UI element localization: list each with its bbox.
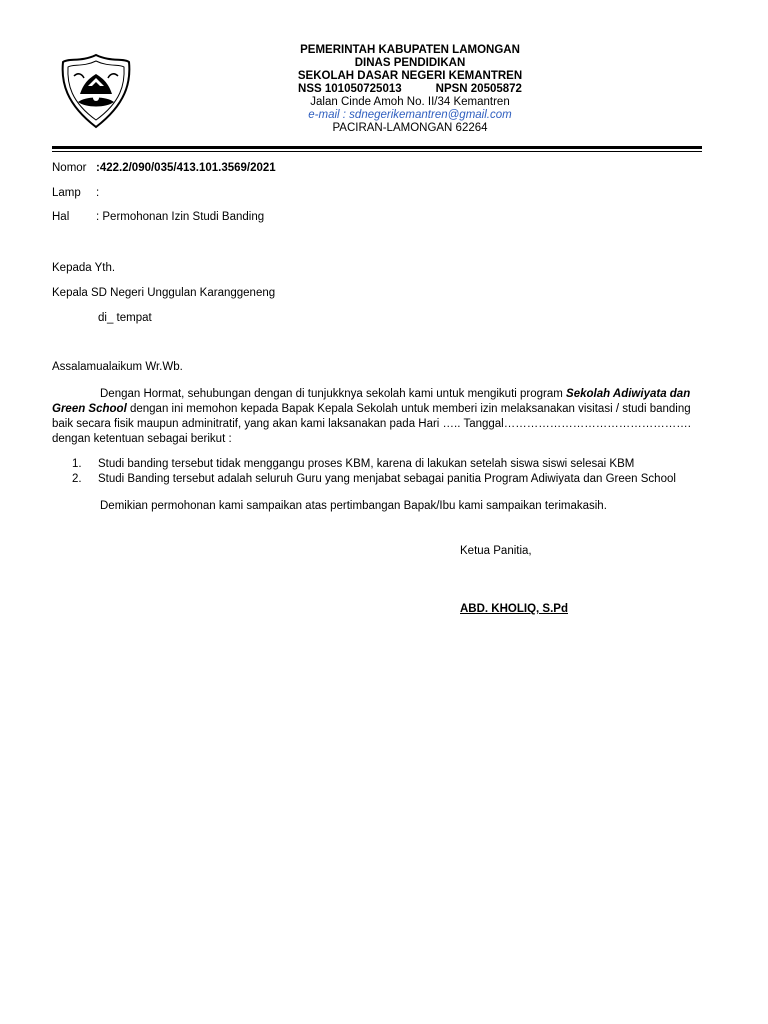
- conditions-list: [72, 457, 676, 487]
- list-item-number: 2.: [72, 473, 82, 485]
- signature-name: ABD. KHOLIQ, S.Pd: [460, 603, 568, 615]
- npsn-number: NPSN 20505872: [435, 83, 522, 95]
- nss-number: NSS 101050725013: [298, 83, 402, 95]
- lamp-value: :: [96, 187, 100, 199]
- letterhead-email[interactable]: e-mail : sdnegerikemantren@gmail.com: [308, 109, 512, 121]
- nomor-label: Nomor: [52, 162, 87, 174]
- letterhead-department: DINAS PENDIDIKAN: [354, 57, 466, 69]
- list-item-number: 1.: [72, 458, 82, 470]
- closing-sentence: Demikian permohonan kami sampaikan atas pertimbangan Bapak/Ibu kami sampaikan terimakasih.: [100, 500, 607, 512]
- salutation: Assalamualaikum Wr.Wb.: [52, 361, 183, 373]
- list-item: [72, 457, 676, 472]
- program-name: Sekolah Adiwiyata dan Green School: [52, 388, 691, 415]
- list-item-text: Studi banding tersebut tidak menggangu proses KBM, karena di lakukan setelah siswa siswi selesai KBM: [98, 458, 635, 470]
- hal-label: Hal: [52, 211, 70, 223]
- list-item-text: Studi Banding tersebut adalah seluruh Guru yang menjabat sebagai panitia Program Adiwiyata dan Green School: [98, 473, 676, 485]
- field-lamp: [52, 187, 99, 199]
- recipient-greeting: Kepada Yth.: [52, 262, 116, 274]
- letterhead-city: PACIRAN-LAMONGAN 62264: [332, 122, 488, 134]
- field-nomor: [52, 162, 276, 174]
- paragraph-start: Dengan Hormat, sehubungan dengan di tunjukknya sekolah kami untuk mengikuti program: [100, 388, 567, 400]
- body-paragraph: [52, 387, 692, 447]
- paragraph-rest: dengan ini memohon kepada Bapak Kepala Sekolah untuk memberi izin melaksanakan visitasi / studi banding baik secara fisik maupun adminitratif, yang akan kami laksanakan pada Hari ….. Tanggal…………………………………………. dengan ketentuan sebagai berikut :: [52, 403, 691, 445]
- letterhead-address: Jalan Cinde Amoh No. II/34 Kemantren: [310, 96, 510, 108]
- header-divider-thin: [52, 151, 702, 152]
- field-hal: [52, 211, 264, 223]
- letterhead-ids: [240, 83, 580, 96]
- recipient-name: Kepala SD Negeri Unggulan Karanggeneng: [52, 287, 276, 299]
- header-divider-thick: [52, 146, 702, 149]
- hal-value: : Permohonan Izin Studi Banding: [96, 211, 265, 223]
- list-item: [72, 472, 676, 487]
- signature-role: Ketua Panitia,: [460, 545, 532, 557]
- lamp-label: Lamp: [52, 187, 81, 199]
- letterhead: [240, 44, 580, 135]
- letterhead-government: PEMERINTAH KABUPATEN LAMONGAN: [300, 44, 520, 56]
- recipient-place: di_ tempat: [98, 312, 152, 324]
- nomor-value: :422.2/090/035/413.101.3569/2021: [96, 162, 276, 174]
- school-emblem-icon: [60, 52, 132, 130]
- letterhead-school: SEKOLAH DASAR NEGERI KEMANTREN: [297, 70, 523, 82]
